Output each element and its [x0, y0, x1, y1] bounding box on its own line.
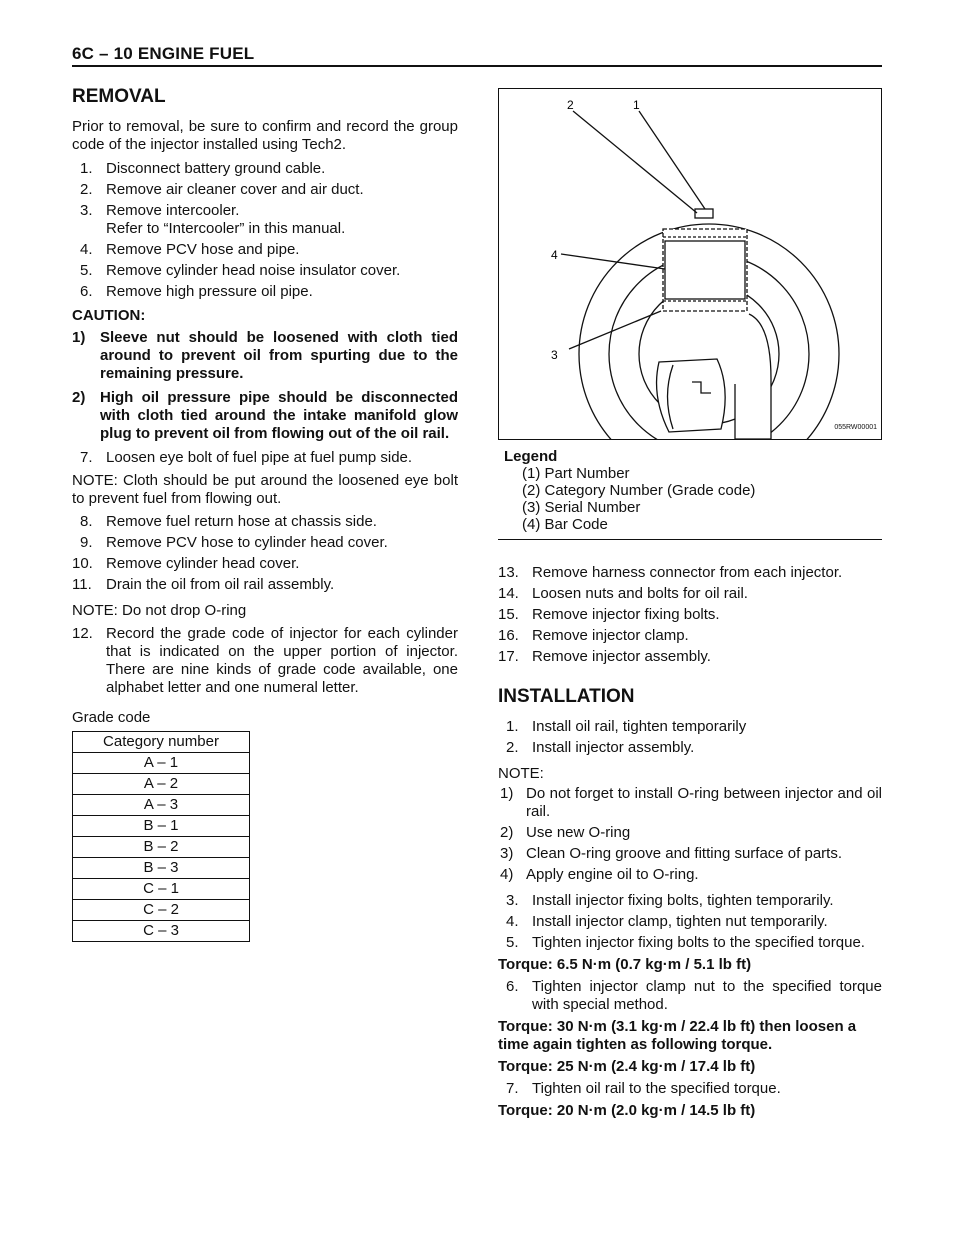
install-note-3: 3) Clean O-ring groove and fitting surface of parts.: [500, 845, 842, 862]
install-step-3: 3. Install injector fixing bolts, tighten temporarily.: [506, 892, 834, 909]
removal-step-9: 9. Remove PCV hose to cylinder head cover.: [80, 534, 388, 551]
install-note-title: NOTE:: [498, 765, 544, 782]
leader-2: [573, 111, 697, 213]
grade-cell: B – 3: [73, 858, 250, 879]
header-rule: [72, 65, 882, 67]
table-row: [73, 816, 250, 837]
removal-step-4: 4. Remove PCV hose and pipe.: [80, 241, 300, 258]
removal-step-16: 16. Remove injector clamp.: [498, 627, 689, 644]
removal-step-5: 5. Remove cylinder head noise insulator cover.: [80, 262, 401, 279]
removal-step-10: 10. Remove cylinder head cover.: [72, 555, 300, 572]
figure-legend: [504, 448, 882, 533]
removal-step-3-sub: Refer to “Intercooler” in this manual.: [106, 220, 346, 237]
install-step-7: 7. Tighten oil rail to the specified torque.: [506, 1080, 781, 1097]
leader-1: [639, 111, 705, 209]
table-row: [73, 858, 250, 879]
torque-spec-4: Torque: 20 N·m (2.0 kg·m / 14.5 lb ft): [498, 1102, 756, 1119]
legend-item: (2) Category Number (Grade code): [522, 482, 756, 499]
callout-1: 1: [633, 98, 640, 112]
removal-step-6: 6. Remove high pressure oil pipe.: [80, 283, 313, 300]
left-column: [72, 86, 458, 942]
removal-step-15: 15. Remove injector fixing bolts.: [498, 606, 720, 623]
table-row: [73, 795, 250, 816]
grade-cell: A – 2: [73, 774, 250, 795]
grade-cell: A – 3: [73, 795, 250, 816]
grade-cell: A – 1: [73, 753, 250, 774]
connector-housing: [657, 359, 726, 432]
install-step-2: 2. Install injector assembly.: [506, 739, 695, 756]
table-row: [73, 753, 250, 774]
note-cloth: NOTE: Cloth should be put around the loosened eye bolt to prevent fuel from flowing out.: [72, 472, 458, 507]
caution-2: 2) High oil pressure pipe should be disconnected with cloth tied around the intake manifold glow plug to prevent oil from flowing out of the oil rail.: [72, 389, 458, 442]
torque-spec-3: Torque: 25 N·m (2.4 kg·m / 17.4 lb ft): [498, 1058, 756, 1075]
torque-spec-2: Torque: 30 N·m (3.1 kg·m / 22.4 lb ft) then loosen a time again tighten as following torque.: [498, 1018, 857, 1053]
install-step-6: 6. Tighten injector clamp nut to the specified torque with special method.: [506, 978, 882, 1013]
callout-3: 3: [551, 348, 558, 362]
table-row: [73, 879, 250, 900]
note-oring: NOTE: Do not drop O-ring: [72, 602, 247, 619]
removal-step-12: 12. Record the grade code of injector for each cylinder that is indicated on the upper portion of injector. There are nine kinds of grade code available, one alphabet letter and one numeral letter.: [72, 625, 458, 696]
grade-table-header-row: [73, 732, 250, 753]
table-row: [73, 837, 250, 858]
bar-code-area: [665, 241, 745, 299]
legend-item: (3) Serial Number: [522, 499, 641, 516]
install-note-4: 4) Apply engine oil to O-ring.: [500, 866, 699, 883]
callout-4: 4: [551, 248, 558, 262]
legend-rule: [498, 539, 882, 540]
install-step-4: 4. Install injector clamp, tighten nut temporarily.: [506, 913, 828, 930]
removal-step-11: 11. Drain the oil from oil rail assembly.: [72, 576, 335, 593]
part-number-mark: [695, 209, 713, 218]
page-header: 6C – 10 ENGINE FUEL: [72, 44, 255, 63]
grade-cell: B – 2: [73, 837, 250, 858]
installation-title: INSTALLATION: [498, 686, 635, 707]
right-column: [498, 88, 882, 1124]
install-step-1: 1. Install oil rail, tighten temporarily: [506, 718, 747, 735]
figure-code: 055RW00001: [834, 424, 877, 431]
removal-title: REMOVAL: [72, 86, 166, 107]
removal-step-13: 13. Remove harness connector from each injector.: [498, 564, 843, 581]
injector-body: [735, 314, 771, 439]
grade-cell: C – 3: [73, 921, 250, 942]
grade-table-header: Category number: [73, 732, 250, 753]
grade-cell: B – 1: [73, 816, 250, 837]
caution-1: 1) Sleeve nut should be loosened with cloth tied around to prevent oil from spurting due to the remaining pressure.: [72, 329, 458, 382]
removal-step-7: 7. Loosen eye bolt of fuel pipe at fuel pump side.: [80, 449, 413, 466]
table-row: [73, 774, 250, 795]
install-note-1: 1) Do not forget to install O-ring between injector and oil rail.: [500, 785, 882, 820]
callout-2: 2: [567, 98, 574, 112]
removal-intro: Prior to removal, be sure to confirm and record the group code of the injector installed using Tech2.: [72, 118, 458, 153]
removal-step-2: 2. Remove air cleaner cover and air duct.: [80, 181, 364, 198]
table-row: [73, 921, 250, 942]
grade-cell: C – 2: [73, 900, 250, 921]
table-row: [73, 900, 250, 921]
removal-step-3: 3. Remove intercooler. Refer to “Intercooler” in this manual.: [80, 202, 346, 237]
legend-item: (1) Part Number: [522, 465, 630, 482]
removal-step-17: 17. Remove injector assembly.: [498, 648, 711, 665]
grade-code-label: Grade code: [72, 709, 151, 726]
legend-item: (4) Bar Code: [522, 516, 608, 533]
caution-title: CAUTION:: [72, 307, 146, 324]
removal-step-8: 8. Remove fuel return hose at chassis side.: [80, 513, 377, 530]
install-step-5: 5. Tighten injector fixing bolts to the specified torque.: [506, 934, 865, 951]
injector-drawing: [499, 89, 881, 439]
grade-code-table: [72, 731, 250, 942]
torque-spec-1: Torque: 6.5 N·m (0.7 kg·m / 5.1 lb ft): [498, 956, 752, 973]
removal-step-14: 14. Loosen nuts and bolts for oil rail.: [498, 585, 748, 602]
grade-cell: C – 1: [73, 879, 250, 900]
removal-step-1: 1. Disconnect battery ground cable.: [80, 160, 326, 177]
legend-title: Legend: [504, 448, 558, 465]
install-note-2: 2) Use new O-ring: [500, 824, 631, 841]
injector-figure: [498, 88, 882, 440]
leader-3: [569, 311, 661, 349]
